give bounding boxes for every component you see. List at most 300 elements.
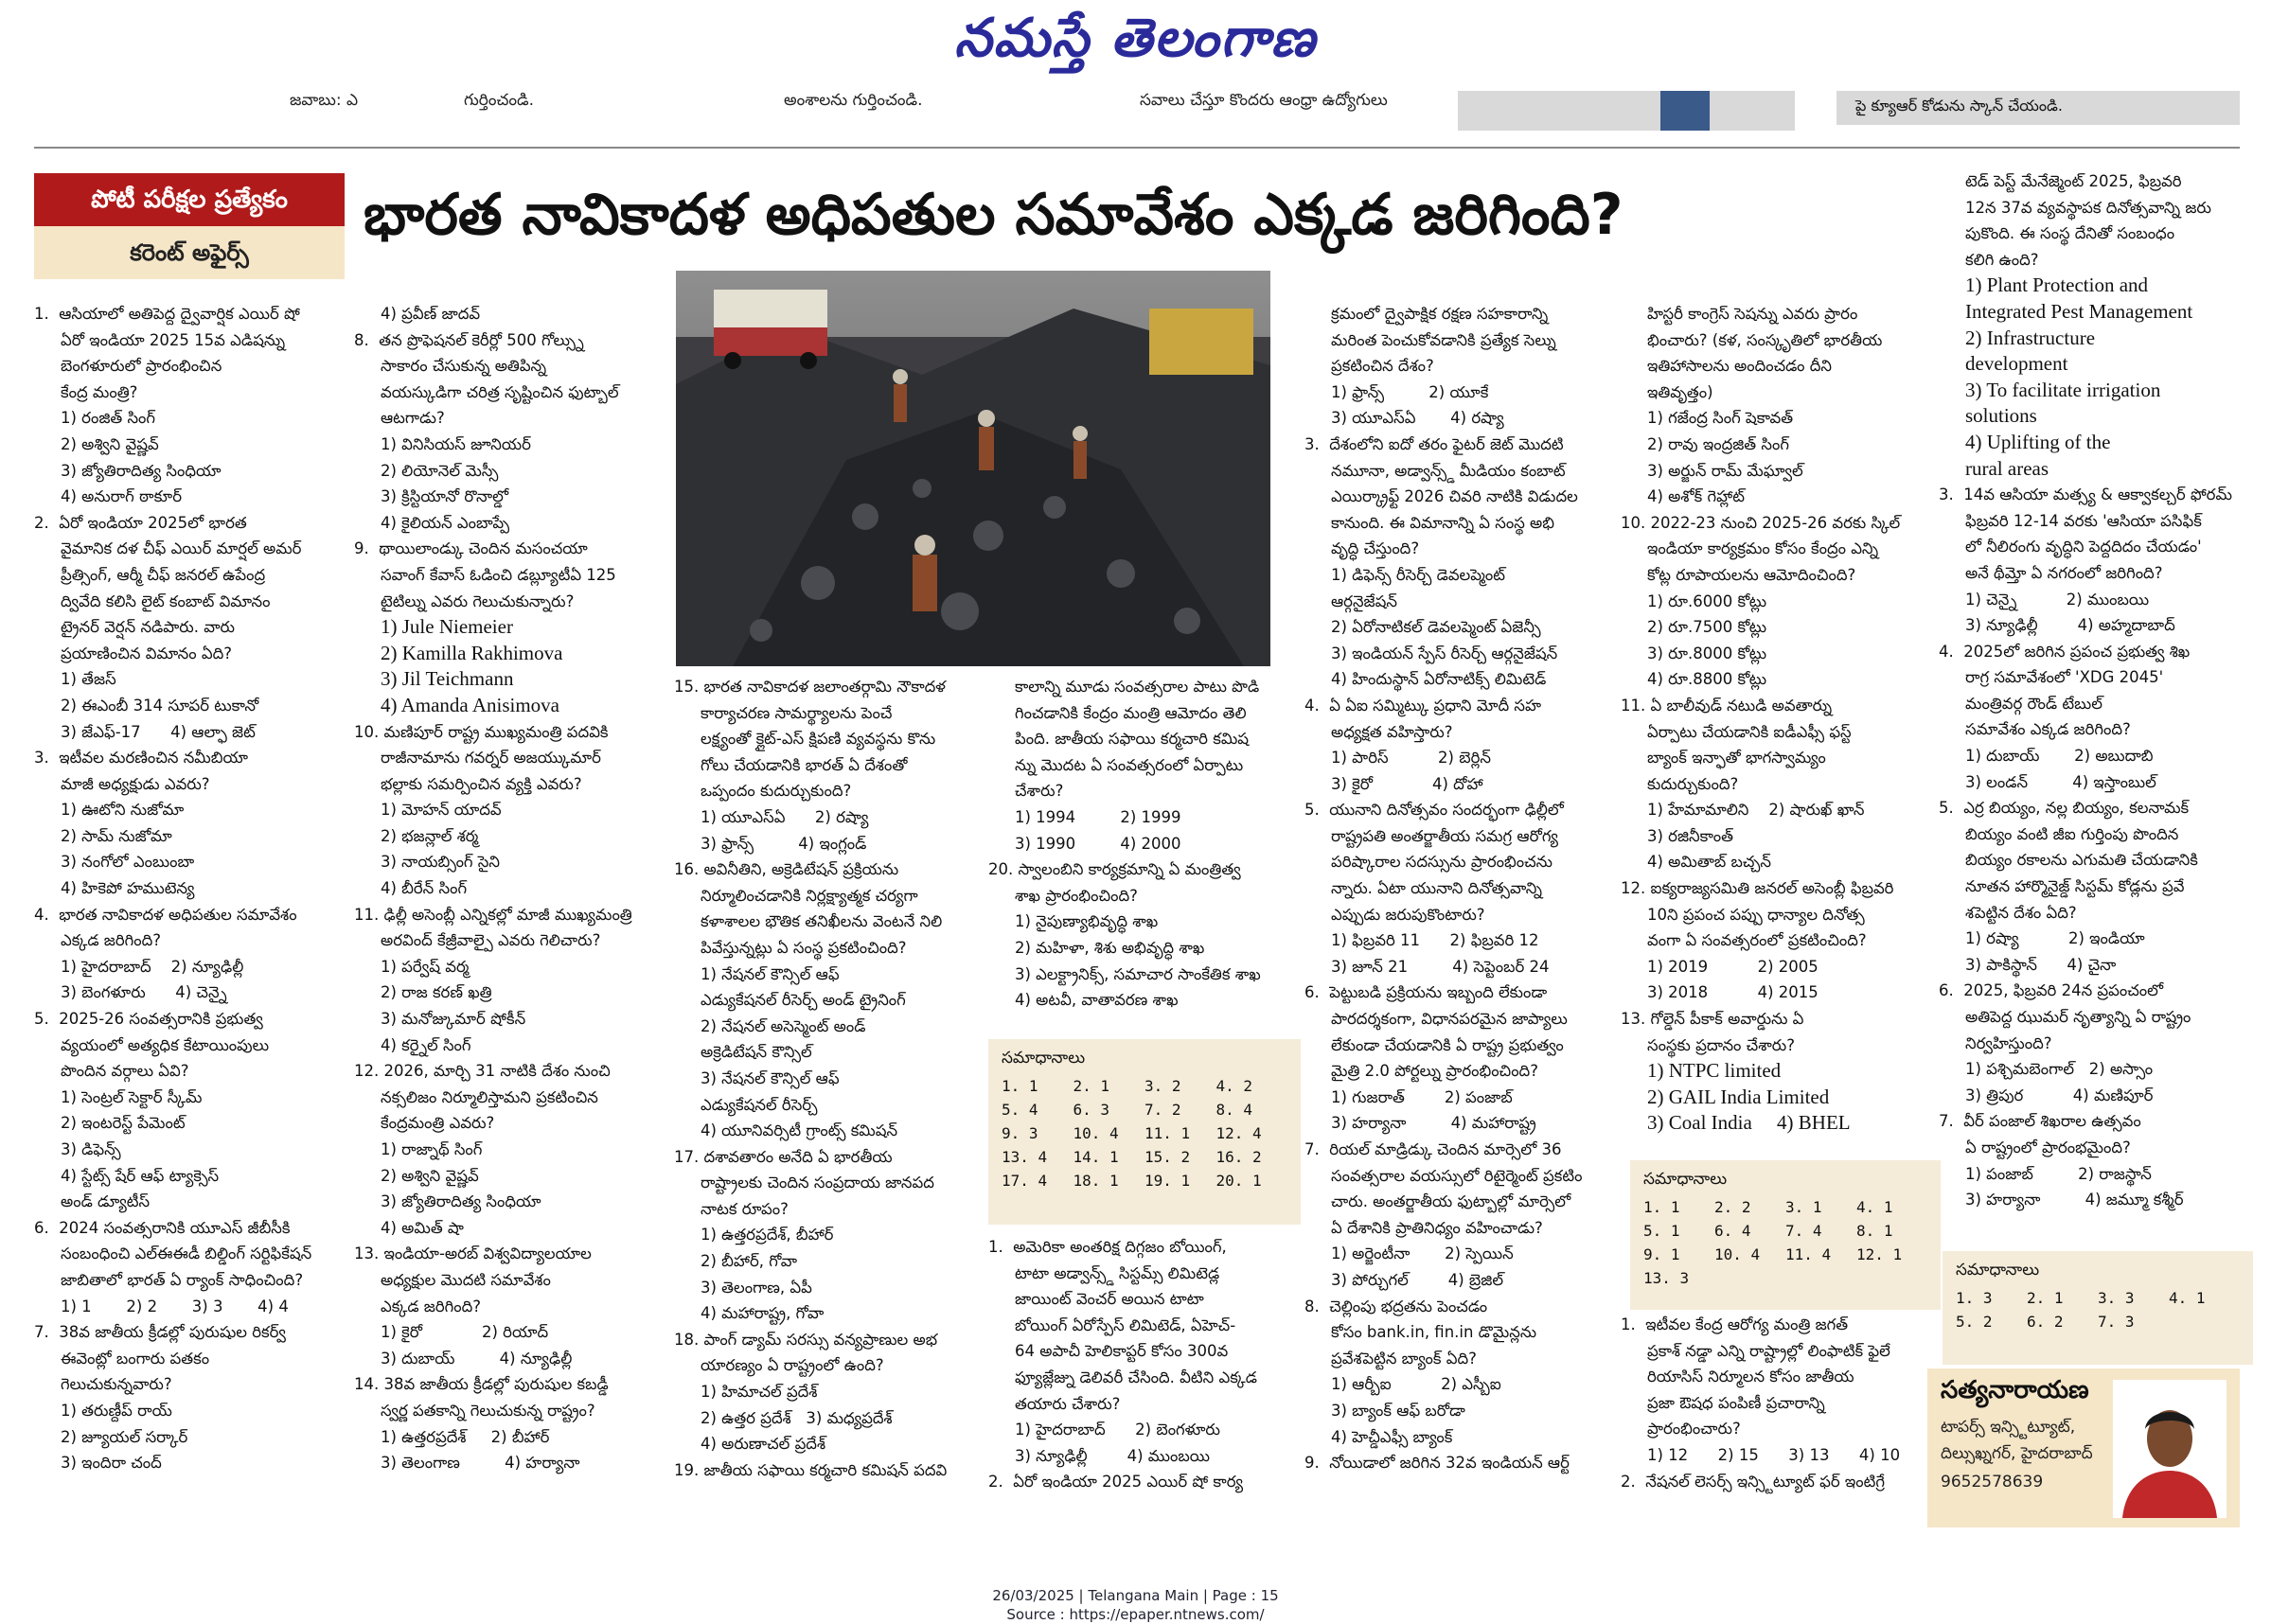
option-line: 3) యూఎస్ఏ 4) రష్యా	[1331, 409, 1504, 428]
question-line: 10. మణిపూర్ రాష్ట్ర ముఖ్యమంత్రి పదవికి	[354, 722, 609, 741]
question-line: 1. ఇటీవల కేంద్ర ఆరోగ్య మంత్రి జగత్	[1621, 1315, 1849, 1333]
column-3	[674, 674, 1003, 1573]
option-line: యారణ్యం ఏ రాష్ట్రంలో ఉంది?	[701, 1356, 884, 1375]
option-line: ఫిబ్రవరి 12-14 వరకు 'ఆసియా పసిఫిక్	[1965, 511, 2202, 530]
option-line: 4) స్టేట్స్ షేర్ ఆఫ్ ట్యాక్సెస్	[61, 1166, 220, 1185]
option-line: ఎక్కడ జరిగింది?	[381, 1297, 482, 1315]
option-line: 2) GAIL India Limited	[1647, 1085, 1830, 1108]
option-line: 2) జ్యూయల్ సర్కార్	[61, 1427, 188, 1446]
section-subtitle: కరెంట్ అఫైర్స్	[34, 226, 345, 279]
option-line: మాజీ అధ్యక్షుడు ఎవరు?	[61, 774, 210, 793]
option-line: 3) పోర్చుగల్ 4) బ్రెజిల్	[1331, 1270, 1504, 1289]
option-line: మరింత పెంచుకోవడానికి ప్రత్యేక సెల్ను	[1331, 330, 1556, 349]
option-line: 2) సామ్ నుజోమా	[61, 826, 172, 845]
option-line: 1) 1 2) 2 3) 3 4) 4	[61, 1297, 289, 1315]
option-line: 4) హికెపో హముటెన్య	[61, 879, 195, 898]
option-line: పింది. జాతీయ సఫాయి కర్మచారి కమిష	[1015, 730, 1250, 749]
option-line: 1) పారిస్ 2) బెర్లిన్	[1331, 749, 1491, 768]
option-line: అతిపెద్ద ఝుమర్ నృత్యాన్ని ఏ రాష్ట్రం	[1965, 1008, 2191, 1026]
question-line: 11. ఏ బాలీవుడ్ నటుడి అవతార్ను	[1621, 696, 1833, 715]
option-line: 1) గుజరాత్ 2) పంజాబ్	[1331, 1087, 1513, 1106]
option-line: కానుంది. ఈ విమానాన్ని ఏ సంస్థ అభి	[1331, 513, 1554, 532]
option-line: 1) వినిసియస్ జూనియర్	[381, 434, 531, 453]
top-strip-qr-box	[1836, 91, 2240, 125]
question-line: 12. ఐక్యరాజ్యసమితి జనరల్ అసెంబ్లీ ఫిబ్రవరి	[1621, 879, 1894, 898]
answers-title: సమాధానాలు	[1956, 1261, 2040, 1280]
option-line: శపెట్టిన దేశం ఏది?	[1965, 903, 2077, 922]
answer-item: 11. 1	[1144, 1124, 1191, 1142]
question-line: 8. తన ప్రొఫెషనల్ కెరీర్లో 500 గోల్స్ను	[354, 330, 584, 349]
option-line: 2) Infrastructure	[1965, 326, 2096, 349]
answer-item: 16. 2	[1215, 1148, 1262, 1166]
option-line: rural areas	[1965, 456, 2049, 480]
option-line: క్రమంలో ద్వైపాక్షిక రక్షణ సహకారాన్ని	[1331, 305, 1549, 323]
option-line: 1) రాజ్నాథ్ సింగ్	[381, 1140, 483, 1158]
option-line: న్ను మొదట ఏ సంవత్సరంలో ఏర్పాటు	[1015, 755, 1244, 774]
option-line: 10ని ప్రపంచ పప్పు ధాన్యాల దినోత్స	[1647, 905, 1865, 924]
option-line: 4) ప్రవీణ్ జాదవ్	[381, 305, 481, 323]
option-line: ఎయిర్క్రాఫ్ట్ 2026 చివరి నాటికి విడుదల	[1331, 487, 1578, 506]
option-line: 4) కర్నైల్ సింగ్	[381, 1035, 471, 1054]
option-line: రాజీనామాను గవర్నర్ అజయ్కుమార్	[381, 749, 601, 768]
answer-item: 9. 1	[1643, 1245, 1680, 1263]
question-line: 5. ఎర్ర బియ్యం, నల్ల బియ్యం, కలనామక్	[1939, 799, 2190, 818]
option-line: అధ్యక్షుల మొదటి సమావేశం	[381, 1270, 551, 1289]
option-line: 4) రూ.8800 కోట్లు	[1647, 670, 1767, 689]
answer-item: 3. 2	[1144, 1077, 1181, 1095]
option-line: 1) నైపుణ్యాభివృద్ధి శాఖ	[1015, 912, 1159, 931]
option-line: 1) 1994 2) 1999	[1015, 807, 1181, 826]
top-strip-text-4: సవాలు చేస్తూ కొందరు ఆంధ్రా ఉద్యోగులు	[1140, 91, 1388, 110]
top-strip-ad	[1458, 91, 1795, 131]
option-line: 2) నేషనల్ అసెస్మెంట్ అండ్	[701, 1016, 866, 1035]
option-line: లక్ష్యంతో క్లైట్-ఎస్ క్షిపణి వ్యవస్థను కొను	[701, 730, 936, 749]
option-line: 3) బ్యాంక్ ఆఫ్ బరోడా	[1331, 1401, 1465, 1420]
option-line: మంత్రివర్గ రౌండ్ టేబుల్	[1965, 694, 2102, 713]
option-line: 2) లియోనెల్ మెస్సీ	[381, 461, 499, 480]
answer-item: 18. 1	[1073, 1172, 1119, 1190]
question-line: 2. నేషనల్ లెసర్స్ ఇన్స్టిట్యూట్ ఫర్ ఇంటిగ్రే	[1621, 1472, 1885, 1491]
option-line: 3) జ్యోతిరాదిత్య సింధియా	[381, 1192, 541, 1211]
author-photo	[2113, 1380, 2227, 1518]
option-line: 2) ఇంటరెస్ట్ పేమెంట్	[61, 1114, 186, 1133]
option-line: 1) పర్వేష్ వర్మ	[381, 957, 470, 976]
option-line: 1) రూ.6000 కోట్లు	[1647, 591, 1767, 610]
option-line: 1) మోహన్ యాదవ్	[381, 801, 502, 820]
question-line: 5. 2025-26 సంవత్సరానికి ప్రభుత్వ	[34, 1010, 263, 1029]
option-line: 2) అశ్విని వైష్ణవ్	[381, 1166, 479, 1185]
option-line: టాటా అడ్వాన్స్డ్ సిస్టమ్స్ లిమిటెడ్ల	[1015, 1263, 1220, 1282]
top-strip-text-5: పై క్యూఆర్ కోడును స్కాన్ చేయండి.	[1855, 97, 2063, 115]
option-line: నమూనా, అడ్వాన్స్డ్ మీడియం కంబాట్	[1331, 461, 1566, 480]
option-line: 4) హిందుస్థాన్ ఏరోనాటిక్స్ లిమిటెడ్	[1331, 670, 1547, 689]
option-line: 3) కైరో 4) దోహా	[1331, 774, 1483, 793]
option-line: టైటిల్ను ఎవరు గెలుచుకున్నారు?	[381, 591, 575, 610]
answer-item: 1. 1	[1002, 1077, 1038, 1095]
option-line: 1) Plant Protection and	[1965, 274, 2149, 297]
option-line: 3) నాయబ్సింగ్ సైని	[381, 853, 500, 872]
option-line: అక్రెడిటేషన్ కౌన్సిల్	[701, 1043, 812, 1062]
option-line: నాటక రూపం?	[701, 1199, 789, 1218]
option-line: 1) కైరో 2) రియాద్	[381, 1323, 549, 1342]
option-line: 1) ఉత్తరప్రదేశ్, బీహార్	[701, 1226, 834, 1244]
option-line: 3) 1990 4) 2000	[1015, 834, 1181, 853]
option-line: 1) హిమాచల్ ప్రదేశ్	[701, 1383, 818, 1402]
option-line: ఎప్పుడు జరుపుకొంటారు?	[1331, 905, 1485, 924]
answer-item: 3. 3	[2098, 1289, 2135, 1307]
option-line: ఎక్కడ జరిగింది?	[61, 931, 162, 950]
question-line: 16. అవినీతిని, అక్రెడిటేషన్ ప్రక్రియను	[674, 860, 899, 879]
option-line: 4) Amanda Anisimova	[381, 693, 559, 716]
option-line: బియ్యం వంటి జీఐ గుర్తింపు పొందిన	[1965, 824, 2179, 843]
answer-item: 19. 1	[1144, 1172, 1191, 1190]
top-strip-photo	[1660, 91, 1710, 131]
option-line: 3) తెలంగాణ, ఏపీ	[701, 1278, 812, 1297]
option-line: పారదర్శకంగా, విధానపరమైన జాప్యాలు	[1331, 1010, 1568, 1029]
option-line: వయస్కుడిగా చరిత్ర సృష్టించిన ఫుట్బాల్	[381, 382, 619, 401]
question-line: 5. యునాని దినోత్సవం సందర్భంగా ఢిల్లీలో	[1304, 801, 1564, 820]
question-line: 3. దేశంలోని ఐదో తరం ఫైటర్ జెట్ మొదటి	[1304, 434, 1564, 453]
question-line: 6. 2025, ఫిబ్రవరి 24న ప్రపంచంలో	[1939, 981, 2164, 1000]
option-line: పొందిన వర్గాలు ఏవి?	[61, 1062, 189, 1081]
option-line: 3) ఫ్రాన్స్ 4) ఇంగ్లండ్	[701, 834, 867, 853]
option-line: 4) Uplifting of the	[1965, 430, 2111, 453]
answer-item: 2. 2	[1714, 1198, 1751, 1216]
option-line: 3) మనోజ్కుమార్ షోకీన్	[381, 1010, 526, 1029]
question-line: 4. భారత నావికాదళ అధిపతుల సమావేశం	[34, 905, 297, 924]
option-line: 3) క్రిస్టియానో రొనాల్డో	[381, 487, 509, 506]
option-line: గోలు చేయడానికి భారత్ ఏ దేశంతో	[701, 755, 908, 774]
option-line: 12న 37వ వ్యవస్థాపక దినోత్సవాన్ని జరు	[1965, 198, 2211, 217]
answer-item: 12. 4	[1215, 1124, 1262, 1142]
option-line: ప్రీత్సింగ్, ఆర్మీ చీఫ్ జనరల్ ఉపేంద్ర	[61, 565, 266, 584]
answer-item: 12. 1	[1856, 1245, 1903, 1263]
option-line: 4) అమిత్ షా	[381, 1218, 464, 1237]
option-line: 1) పంజాబ్ 2) రాజస్థాన్	[1965, 1164, 2152, 1183]
option-line: 4) అమితాబ్ బచ్చన్	[1647, 853, 1771, 872]
top-strip-text-3: అంశాలను గుర్తించండి.	[784, 91, 923, 110]
option-line: 1) పశ్చిమబెంగాల్ 2) అస్సాం	[1965, 1060, 2154, 1079]
option-line: 3) దుబాయ్ 4) న్యూఢిల్లీ	[381, 1349, 573, 1368]
answer-item: 6. 2	[2027, 1313, 2064, 1331]
option-line: వైమానిక దళ చీఫ్ ఎయిర్ మార్షల్ అమర్	[61, 539, 302, 558]
option-line: వ్యయంలో అత్యధిక కేటాయింపులు	[61, 1035, 270, 1054]
answer-item: 15. 2	[1144, 1148, 1191, 1166]
question-line: 1. ఆసియాలో అతిపెద్ద ద్వైవార్షిక ఎయిర్ షో	[34, 305, 300, 323]
option-line: కేంద్ర మంత్రి?	[61, 382, 138, 401]
option-line: 4) మహారాష్ట్ర, గోవా	[701, 1304, 825, 1323]
answer-item: 17. 4	[1002, 1172, 1048, 1190]
option-line: 3) ఇండియన్ స్పేస్ రీసెర్చ్ ఆర్గనైజేషన్	[1331, 644, 1558, 662]
option-line: 3) రజినీకాంత్	[1647, 826, 1733, 845]
option-line: 1) యూఎస్ఏ 2) రష్యా	[701, 807, 869, 826]
option-line: 2) భజన్లాల్ శర్మ	[381, 826, 479, 845]
option-line: 1) NTPC limited	[1647, 1059, 1782, 1083]
question-line: 3. 14వ ఆసియా మత్స్య & ఆక్వాకల్చర్ ఫోరమ్	[1939, 485, 2232, 504]
option-line: 1) దుబాయ్ 2) అబుదాబి	[1965, 747, 2154, 766]
question-line: 15. భారత నావికాదళ జలాంతర్గామి నౌకాదళ	[674, 678, 946, 696]
footer-source: Source : https://epaper.ntnews.com/	[1006, 1606, 1265, 1623]
answers-title: సమాధానాలు	[1643, 1170, 1728, 1189]
option-line: కోసం bank.in, fin.in డొమైన్లను	[1331, 1323, 1537, 1342]
question-line: 20. స్వాలంబిని కార్యక్రమాన్ని ఏ మంత్రిత్వ	[988, 860, 1241, 879]
option-line: అరవింద్ కేజ్రీవాల్పై ఎవరు గెలిచారు?	[381, 931, 601, 950]
option-line: 2) అశ్విని వైష్ణవ్	[61, 434, 159, 453]
option-line: ఏర్పాటు చేయడానికి ఐడీఎఫ్సీ ఫస్ట్	[1647, 722, 1852, 741]
option-line: సంవత్సరాల వయస్సులో రిటైర్మెంట్ ప్రకటిం	[1331, 1166, 1583, 1185]
answers-box-3	[1943, 1251, 2253, 1365]
option-line: శాఖ ప్రారంభించింది?	[1015, 886, 1138, 905]
option-line: కాలాన్ని మూడు సంవత్సరాల పాటు పొడి	[1015, 678, 1260, 696]
option-line: భించారు? (కళ, సంస్కృతిలో భారతీయ	[1647, 330, 1883, 349]
option-line: కుదుర్చుకుంది?	[1647, 774, 1739, 793]
option-line: solutions	[1965, 404, 2037, 428]
coal-workers-photo	[676, 271, 1270, 666]
option-line: లో నీలిరంగు వృద్ధిని పెద్దదిదం చేయడం'	[1965, 538, 2202, 556]
answer-item: 5. 4	[1002, 1101, 1038, 1119]
option-line: ఎడ్యుకేషనల్ రీసెర్చ్	[701, 1095, 818, 1114]
option-line: Integrated Pest Management	[1965, 299, 2193, 323]
option-line: ట్రైనర్ వెర్షన్ నడిపారు. వారు	[61, 618, 236, 637]
answer-item: 10. 4	[1714, 1245, 1761, 1263]
question-line: 7. వీర్ పంజాల్ శిఖరాల ఉత్సవం	[1939, 1112, 2141, 1131]
option-line: కోట్ల రూపాయలను ఆమోదించింది?	[1647, 565, 1856, 584]
option-line: 1) గజేంద్ర సింగ్ షెకావత్	[1647, 409, 1794, 428]
option-line: ద్వివేది కలిసి లైట్ కంబాట్ విమానం	[61, 591, 271, 610]
option-line: తయారు చేశారు?	[1015, 1394, 1121, 1413]
option-line: నిర్మూలించడానికి నిర్లక్ష్యాత్మక చర్యగా	[701, 886, 918, 905]
answer-item: 14. 1	[1073, 1148, 1119, 1166]
option-line: ప్రయాణించిన విమానం ఏది?	[61, 644, 233, 662]
option-line: 1) తేజస్	[61, 670, 116, 689]
option-line: 2) ఏరోనాటికల్ డెవలప్మెంట్ ఏజెన్సీ	[1331, 618, 1541, 637]
question-line: 4. ఏ ఏఐ సమ్మిట్కు ప్రధాని మోదీ సహ	[1304, 696, 1541, 715]
question-line: 19. జాతీయ సఫాయి కర్మచారి కమిషన్ పదవి	[674, 1460, 948, 1479]
option-line: development	[1965, 352, 2068, 376]
answer-item: 4. 2	[1215, 1077, 1253, 1095]
option-line: లేకుండా చేయడానికి ఏ రాష్ట్ర ప్రభుత్వం	[1331, 1035, 1564, 1054]
option-line: అనే థీమ్తో ఏ నగరంలో జరిగింది?	[1965, 563, 2163, 582]
option-line: కేంద్రమంత్రి ఎవరు?	[381, 1114, 495, 1133]
option-line: హిస్టరీ కాంగ్రెస్ సెషన్ను ఎవరు ప్రారం	[1647, 305, 1858, 323]
masthead-logo: నమస్తే తెలంగాణ	[954, 7, 1317, 69]
option-line: ఆటగాడు?	[381, 409, 445, 428]
option-line: 3) ఎలక్ట్రానిక్స్, సమాచార సాంకేతిక శాఖ	[1015, 964, 1261, 983]
question-line: 18. పాంగ్ డ్యామ్ సరస్సు వన్యప్రాణుల అభ	[674, 1330, 938, 1349]
option-line: అండ్ డ్యూటీస్	[61, 1192, 151, 1211]
answer-item: 5. 2	[1956, 1313, 1993, 1331]
option-line: 3) ఇందిరా చంద్	[61, 1454, 162, 1473]
option-line: బోయింగ్ ఏరోస్పేస్ లిమిటెడ్, ఏహెచ్-	[1015, 1315, 1236, 1334]
author-institute: టాపర్స్ ఇన్స్టిట్యూట్,	[1941, 1418, 2076, 1437]
top-strip-text-1: జవాబు: ఎ	[290, 91, 359, 110]
column-2	[354, 301, 676, 1569]
option-line: 3) నేషనల్ కౌన్సిల్ ఆఫ్	[701, 1068, 840, 1087]
option-line: 1) ఉత్తరప్రదేశ్ 2) బీహార్	[381, 1427, 550, 1446]
answer-item: 1. 1	[1643, 1198, 1680, 1216]
option-line: 3) To facilitate irrigation	[1965, 378, 2161, 401]
answer-item: 8. 1	[1856, 1222, 1893, 1240]
answer-item: 1. 3	[1956, 1289, 1993, 1307]
question-line: 17. దశావతారం అనేది ఏ భారతీయ	[674, 1147, 893, 1166]
option-line: ఏ రాష్ట్రంలో ప్రారంభమైంది?	[1965, 1138, 2131, 1156]
option-line: కార్యాచరణ సామర్థ్యాలను పెంచే	[701, 703, 893, 722]
column-7	[1939, 168, 2247, 1247]
author-name: సత్యనారాయణ	[1941, 1376, 2089, 1404]
option-line: 3) హర్యానా 4) జమ్మూ కశ్మీర్	[1965, 1191, 2184, 1209]
option-line: రాష్ట్రపతి అంతర్జాతీయ సమగ్ర ఆరోగ్య	[1331, 826, 1558, 845]
option-line: ప్రవేశపెట్టిన బ్యాంక్ ఏది?	[1331, 1349, 1477, 1368]
answer-item: 6. 3	[1073, 1101, 1110, 1119]
option-line: గించడానికి కేంద్రం మంత్రి ఆమోదం తెలి	[1015, 703, 1247, 722]
question-line: 12. 2026, మార్చి 31 నాటికి దేశం నుంచి	[354, 1062, 611, 1081]
option-line: 1) హైదరాబాద్ 2) బెంగళూరు	[1015, 1421, 1220, 1439]
answer-item: 4. 1	[2169, 1289, 2206, 1307]
option-line: 3) లండన్ 4) ఇస్తాంబుల్	[1965, 772, 2156, 791]
option-line: న్నారు. ఏటా యునాని దినోత్సవాన్ని	[1331, 879, 1542, 898]
option-line: అధ్యక్షత వహిస్తారు?	[1331, 722, 1453, 741]
option-line: మైత్రి 2.0 పోర్టల్ను ప్రారంభించింది?	[1331, 1062, 1538, 1081]
answer-item: 20. 1	[1215, 1172, 1262, 1190]
option-line: 3) జ్యోతిరాదిత్య సింధియా	[61, 461, 222, 480]
option-line: జాబితాలో భారత్ ఏ ర్యాంక్ సాధించింది?	[61, 1270, 304, 1289]
option-line: బియ్యం రకాలను ఎగుమతి చేయడానికి	[1965, 851, 2198, 870]
column-5	[1304, 301, 1626, 1569]
option-line: ఇతిహాసాలను అందించడం దీని	[1647, 357, 1832, 376]
option-line: రాష్ట్రాలకు చెందిన సంప్రదాయ జానపద	[701, 1174, 934, 1192]
option-line: నక్సలిజం నిర్మూలిస్తామని ప్రకటించిన	[381, 1087, 598, 1106]
option-line: స్వర్ణ పతకాన్ని గెలుచుకున్న రాష్ట్రం?	[381, 1401, 595, 1420]
option-line: పరిష్కారాల సదస్సును ప్రారంభించను	[1331, 853, 1552, 872]
question-line: 14. 38వ జాతీయ క్రీడల్లో పురుషుల కబడ్డీ	[354, 1375, 609, 1394]
option-line: గెలుచుకున్నవారు?	[61, 1375, 172, 1394]
answer-item: 4. 1	[1856, 1198, 1893, 1216]
author-box	[1927, 1368, 2240, 1527]
option-line: జాయింట్ వెంచర్ అయిన టాటా	[1015, 1290, 1204, 1309]
answer-item: 7. 4	[1785, 1222, 1822, 1240]
option-line: ప్రజా ఔషధ పంపిణీ ప్రచారాన్ని	[1647, 1393, 1825, 1412]
option-line: 1) Jule Niemeier	[381, 615, 513, 639]
option-line: 1) చెన్నై 2) ముంబయి	[1965, 590, 2150, 609]
option-line: 3) న్యూఢిల్లీ 4) అహ్మదాబాద్	[1965, 616, 2175, 635]
column-4-bottom	[988, 1234, 1301, 1575]
option-line: 3) Coal India 4) BHEL	[1647, 1111, 1851, 1135]
section-badge: పోటీ పరీక్షల ప్రత్యేకం	[34, 173, 345, 226]
question-line: 2. ఏరో ఇండియా 2025లో భారత	[34, 513, 247, 532]
question-line: 10. 2022-23 నుంచి 2025-26 వరకు స్కిల్	[1621, 513, 1901, 532]
answer-item: 8. 4	[1215, 1101, 1253, 1119]
question-line: 13. ఇండియా-అరబ్ విశ్వవిద్యాలయాల	[354, 1244, 592, 1263]
answers-box-2	[1630, 1160, 1941, 1310]
answer-item: 7. 3	[2098, 1313, 2135, 1331]
option-line: బెంగళూరులో ప్రారంభించిన	[61, 357, 222, 376]
option-line: 3) డిఫెన్స్	[61, 1140, 121, 1158]
option-line: 3) న్యూఢిల్లీ 4) ముంబయి	[1015, 1446, 1210, 1465]
answer-item: 2. 1	[2027, 1289, 2064, 1307]
option-line: 3) నంగోలో ఎంబుంబా	[61, 853, 195, 872]
option-line: 3) హర్యానా 4) మహారాష్ట్ర	[1331, 1114, 1536, 1133]
answer-item: 5. 1	[1643, 1222, 1680, 1240]
author-location: దిల్సుఖ్నగర్, హైదరాబాద్	[1941, 1444, 2093, 1463]
page-headline: భారత నావికాదళ అధిపతుల సమావేశం ఎక్కడ జరిగింది?	[364, 182, 1623, 248]
answer-item: 13. 3	[1643, 1269, 1690, 1287]
question-line: 13. గోల్డెన్ పీకాక్ అవార్డును ఏ	[1621, 1010, 1804, 1029]
option-line: ఒప్పందం కుదుర్చుకుంది?	[701, 782, 852, 801]
option-line: 1) హేమామాలిని 2) షారుఖ్ ఖాన్	[1647, 801, 1865, 820]
question-line: 6. 2024 సంవత్సరానికి యూఎస్ జీబీసీకి	[34, 1218, 291, 1237]
option-line: రాగ్ర సమావేశంలో 'XDG 2045'	[1965, 668, 2164, 687]
option-line: 3) త్రిపుర 4) మణిపూర్	[1965, 1086, 2154, 1104]
option-line: 1) ఆర్బీఐ 2) ఎస్బీఐ	[1331, 1375, 1501, 1394]
option-line: కళాశాలల భౌతిక తనిఖీలను వెంటనే నిలి	[701, 912, 943, 931]
option-line: ఈవెంట్లో బంగారు పతకం	[61, 1349, 210, 1368]
option-line: భల్లాకు సమర్పించిన వ్యక్తి ఎవరు?	[381, 774, 582, 793]
option-line: 3) జూన్ 21 4) సెప్టెంబర్ 24	[1331, 957, 1550, 976]
option-line: వంగా ఏ సంవత్సరంలో ప్రకటించింది?	[1647, 931, 1867, 950]
option-line: ఎడ్యుకేషనల్ రీసెర్చ్ అండ్ ట్రైనింగ్	[701, 991, 906, 1010]
option-line: 1) అర్జెంటీనా 2) స్పెయిన్	[1331, 1244, 1514, 1263]
option-line: 2) రావు ఇంద్రజిత్ సింగ్	[1647, 434, 1789, 453]
author-phone: 9652578639	[1941, 1473, 2044, 1492]
option-line: పుకొంది. ఈ సంస్థ దేనితో సంబంధం	[1965, 224, 2175, 243]
masthead-rule	[34, 147, 2240, 149]
answers-box-1	[988, 1039, 1301, 1225]
option-line: 2) రాజ కరణ్ ఖత్రి	[381, 983, 492, 1002]
option-line: 1) ఫ్రాన్స్ 2) యూకే	[1331, 382, 1489, 401]
option-line: 1) 12 2) 15 3) 13 4) 10	[1647, 1445, 1901, 1464]
column-6	[1621, 301, 1943, 1153]
option-line: 64 అపాచీ హెలికాప్టర్ కోసం 300వ	[1015, 1342, 1229, 1361]
answer-item: 7. 2	[1144, 1101, 1181, 1119]
option-line: 2) మహిళా, శిశు అభివృద్ధి శాఖ	[1015, 938, 1205, 957]
option-line: వృద్ధి చేస్తుంది?	[1331, 539, 1420, 558]
option-line: 3) 2018 4) 2015	[1647, 983, 1819, 1002]
answer-item: 9. 3	[1002, 1124, 1038, 1142]
question-line: 9. నోయిడాలో జరిగిన 32వ ఇండియన్ ఆర్ట్	[1304, 1454, 1570, 1473]
option-line: ప్రకాశ్ నడ్డా ఎన్ని రాష్ట్రాల్లో లింఫాటిక్ ఫైలే	[1647, 1341, 1890, 1360]
option-line: 3) Jil Teichmann	[381, 667, 514, 691]
option-line: ప్రారంభించారు?	[1647, 1420, 1741, 1439]
option-line: 4) కైలియన్ ఎంబాప్పే	[381, 513, 510, 532]
option-line: ఇతివృత్తం)	[1647, 382, 1713, 401]
question-line: 9. థాయిలాండ్కు చెందిన మసంచయా	[354, 539, 588, 558]
option-line: 2) ఈఎంబీ 314 సూపర్ టుకానో	[61, 696, 259, 715]
option-line: పివేస్తున్నట్లు ఏ సంస్థ ప్రకటించింది?	[701, 938, 907, 957]
question-line: 7. 38వ జాతీయ క్రీడల్లో పురుషుల రికర్వ్	[34, 1323, 286, 1342]
option-line: 3) జేఎఫ్-17 4) ఆల్ఫా జెట్	[61, 722, 256, 741]
option-line: 2) ఉత్తర ప్రదేశ్ 3) మధ్యప్రదేశ్	[701, 1408, 893, 1427]
question-line: 2. ఏరో ఇండియా 2025 ఎయిర్ షో కార్య	[988, 1473, 1244, 1492]
column-6-bottom	[1621, 1312, 1943, 1577]
option-line: 1) హైదరాబాద్ 2) న్యూఢిల్లీ	[61, 957, 244, 976]
answer-item: 10. 4	[1073, 1124, 1119, 1142]
option-line: 4) అరుణాచల్ ప్రదేశ్	[701, 1435, 826, 1454]
option-line: 4) అటవీ, వాతావరణ శాఖ	[1015, 991, 1179, 1010]
option-line: కలిగి ఉంది?	[1965, 250, 2039, 269]
answer-item: 2. 1	[1073, 1077, 1110, 1095]
option-line: ప్రకటించిన దేశం?	[1331, 357, 1434, 376]
article-photo	[676, 271, 1270, 666]
option-line: 1) డిఫెన్స్ రీసెర్చ్ డెవలప్మెంట్	[1331, 565, 1505, 584]
option-line: 4) యూనివర్సిటీ గ్రాంట్స్ కమిషన్	[701, 1121, 898, 1140]
option-line: 1) రష్యా 2) ఇండియా	[1965, 929, 2145, 948]
option-line: సవాంగ్ కేవాస్ ఓడించి డబ్ల్యూటీఏ 125	[381, 565, 616, 584]
question-line: 8. చెల్లింపు భద్రతను పెంచడం	[1304, 1297, 1488, 1315]
option-line: 2) బీహార్, గోవా	[701, 1252, 798, 1271]
option-line: 3) రూ.8000 కోట్లు	[1647, 644, 1767, 662]
question-line: 7. రియల్ మాడ్రిడ్కు చెందిన మార్సెలో 36	[1304, 1140, 1562, 1158]
question-line: 11. ఢిల్లీ అసెంబ్లీ ఎన్నికల్లో మాజీ ముఖ్యమంత్రి	[354, 905, 632, 924]
